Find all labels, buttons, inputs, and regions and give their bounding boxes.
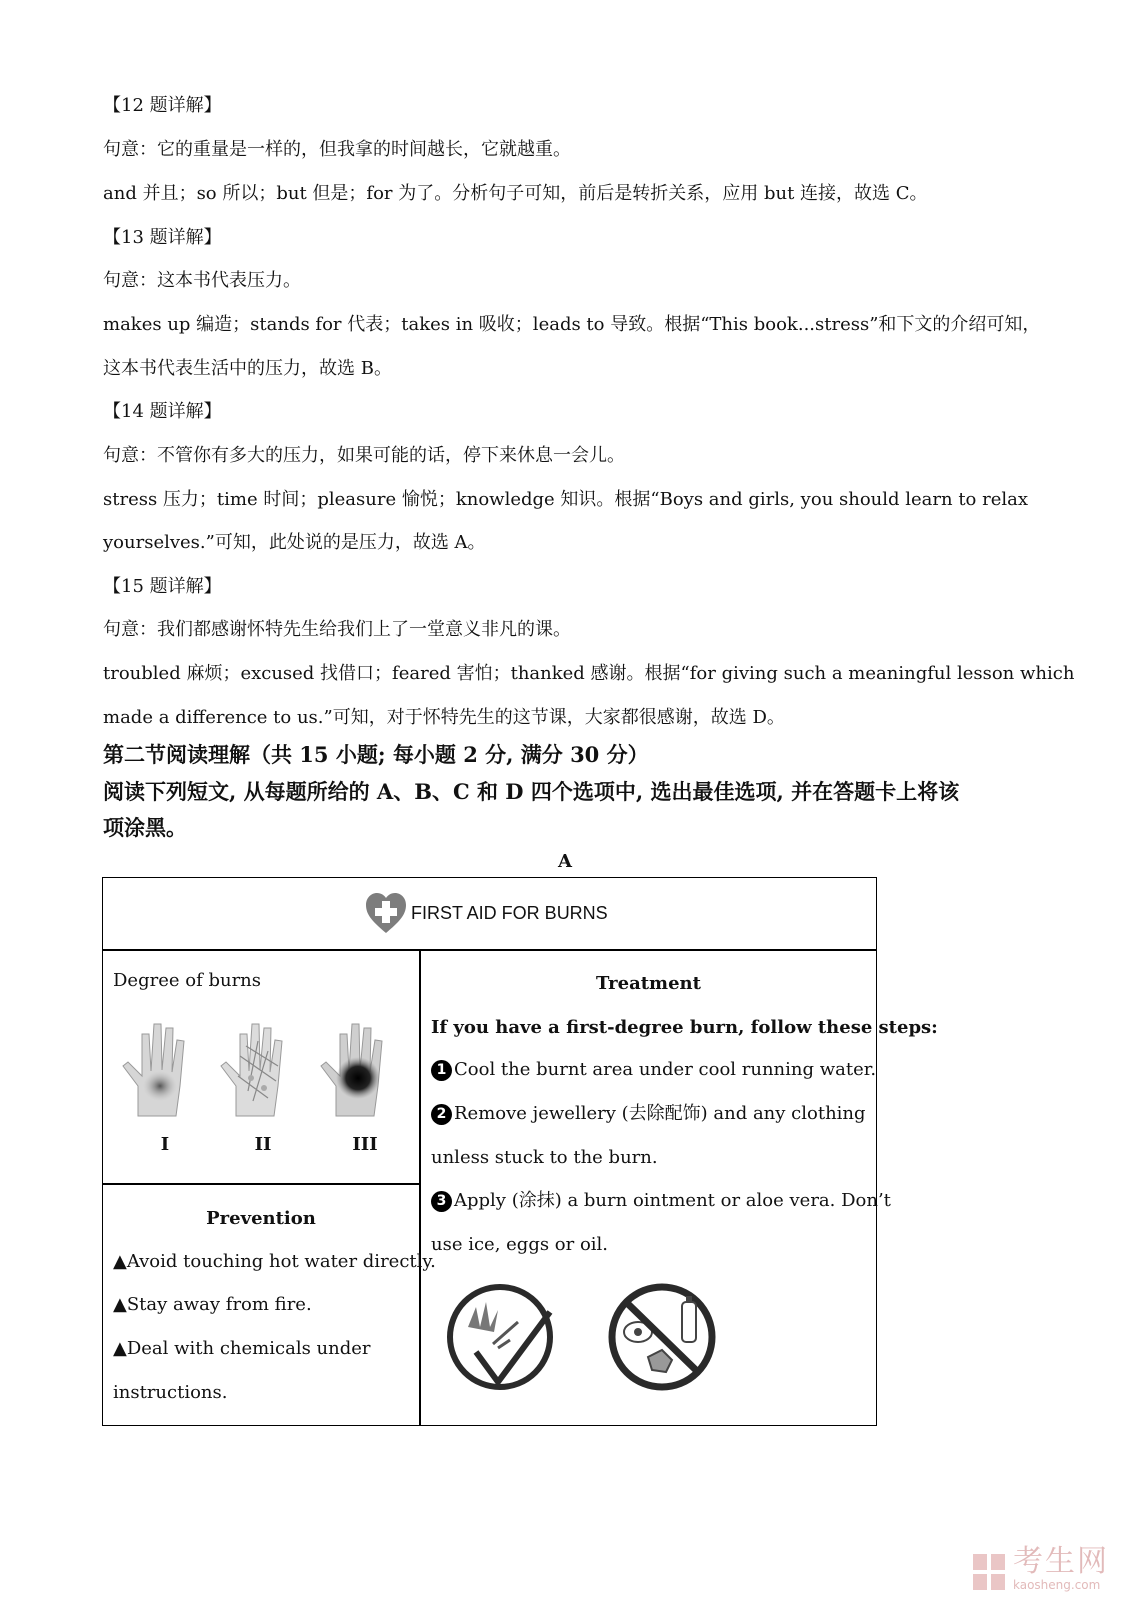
treatment-step-2-cont: unless stuck to the burn. [431,1147,658,1168]
third-degree-hand-icon [321,1024,382,1116]
watermark [971,1546,1109,1592]
prevention-item: ▲Deal with chemicals under [113,1338,371,1359]
poster-title-row [363,890,608,936]
q14-meaning: 句意：不管你有多大的压力，如果可能的话，停下来休息一会儿。 [103,445,625,466]
q14-analysis-cont: yourselves.”可知，此处说的是压力，故选 A。 [103,532,486,553]
q14-analysis: stress 压力；time 时间；pleasure 愉悦；knowledge 知识。根据“Boys and girls, you should learn to relax [103,489,1029,510]
prevention-heading: Prevention [206,1208,316,1229]
column-divider [419,949,421,1426]
watermark-url: kaosheng.com [1013,1578,1101,1592]
q13-analysis: makes up 编造；stands for 代表；takes in 吸收；leads to 导致。根据“This book...stress”和下文的介绍可知， [103,314,1041,335]
passage-label: A [558,851,572,872]
treatment-step-3-cont: use ice, eggs or oil. [431,1234,609,1255]
second-degree-hand-icon [221,1024,282,1116]
degree-numeral-3: III [352,1134,378,1155]
title-divider [102,949,877,951]
prevention-item: ▲Stay away from fire. [113,1294,312,1315]
section-instruction: 阅读下列短文, 从每题所给的 A、B、C 和 D 四个选项中, 选出最佳选项, 并在答题卡上将该 [103,779,960,804]
q15-analysis: troubled 麻烦；excused 找借口；feared 害怕；thanked 感谢。根据“for giving such a meaningful lesson which [103,663,1075,684]
treatment-intro: If you have a first-degree burn, follow these steps: [431,1017,938,1038]
poster-title: FIRST AID FOR BURNS [411,902,608,923]
first-degree-hand-icon [123,1024,184,1116]
burn-degree-hands-image [118,1016,398,1126]
section-title: 第二节阅读理解（共 15 小题; 每小题 2 分, 满分 30 分） [103,742,649,767]
q13-analysis-cont: 这本书代表生活中的压力，故选 B。 [103,358,392,379]
q15-meaning: 句意：我们都感谢怀特先生给我们上了一堂意义非凡的课。 [103,619,571,640]
q13-meaning: 句意：这本书代表压力。 [103,270,301,291]
treatment-step-3: 3 Apply (涂抹) a burn ointment or aloe vera. Don’t [431,1189,891,1213]
q12-meaning: 句意：它的重量是一样的，但我拿的时间越长，它就越重。 [103,139,571,160]
degrees-label: Degree of burns [113,970,262,991]
first-aid-heart-icon [363,890,409,936]
watermark-logo-icon [971,1552,1007,1592]
q12-heading: 【12 题详解】 [103,95,222,116]
q14-heading: 【14 题详解】 [103,401,222,422]
step-1-number-icon: 1 [431,1060,452,1081]
no-ice-eggs-oil-icon [600,1282,726,1392]
treatment-step-1: 1 Cool the burnt area under cool running water. [431,1058,876,1082]
prevention-item-cont: instructions. [113,1382,228,1403]
q15-heading: 【15 题详解】 [103,576,222,597]
aloe-vera-allowed-icon [438,1282,564,1392]
q12-analysis: and 并且；so 所以；but 但是；for 为了。分析句子可知，前后是转折关系，应用 but 连接，故选 C。 [103,183,928,204]
treatment-heading: Treatment [596,973,701,994]
section-instruction-cont: 项涂黑。 [103,815,187,840]
watermark-text: 考生网 [1013,1544,1109,1579]
treatment-step-2: 2 Remove jewellery (去除配饰) and any clothing [431,1102,866,1126]
q13-heading: 【13 题详解】 [103,227,222,248]
left-divider [102,1183,420,1185]
degree-numeral-1: I [160,1134,170,1155]
q15-analysis-cont: made a difference to us.”可知，对于怀特先生的这节课，大家都很感谢，故选 D。 [103,707,785,728]
prevention-item: ▲Avoid touching hot water directly. [113,1251,436,1272]
step-3-number-icon: 3 [431,1191,452,1212]
degree-numeral-2: II [254,1134,272,1155]
step-2-number-icon: 2 [431,1104,452,1125]
